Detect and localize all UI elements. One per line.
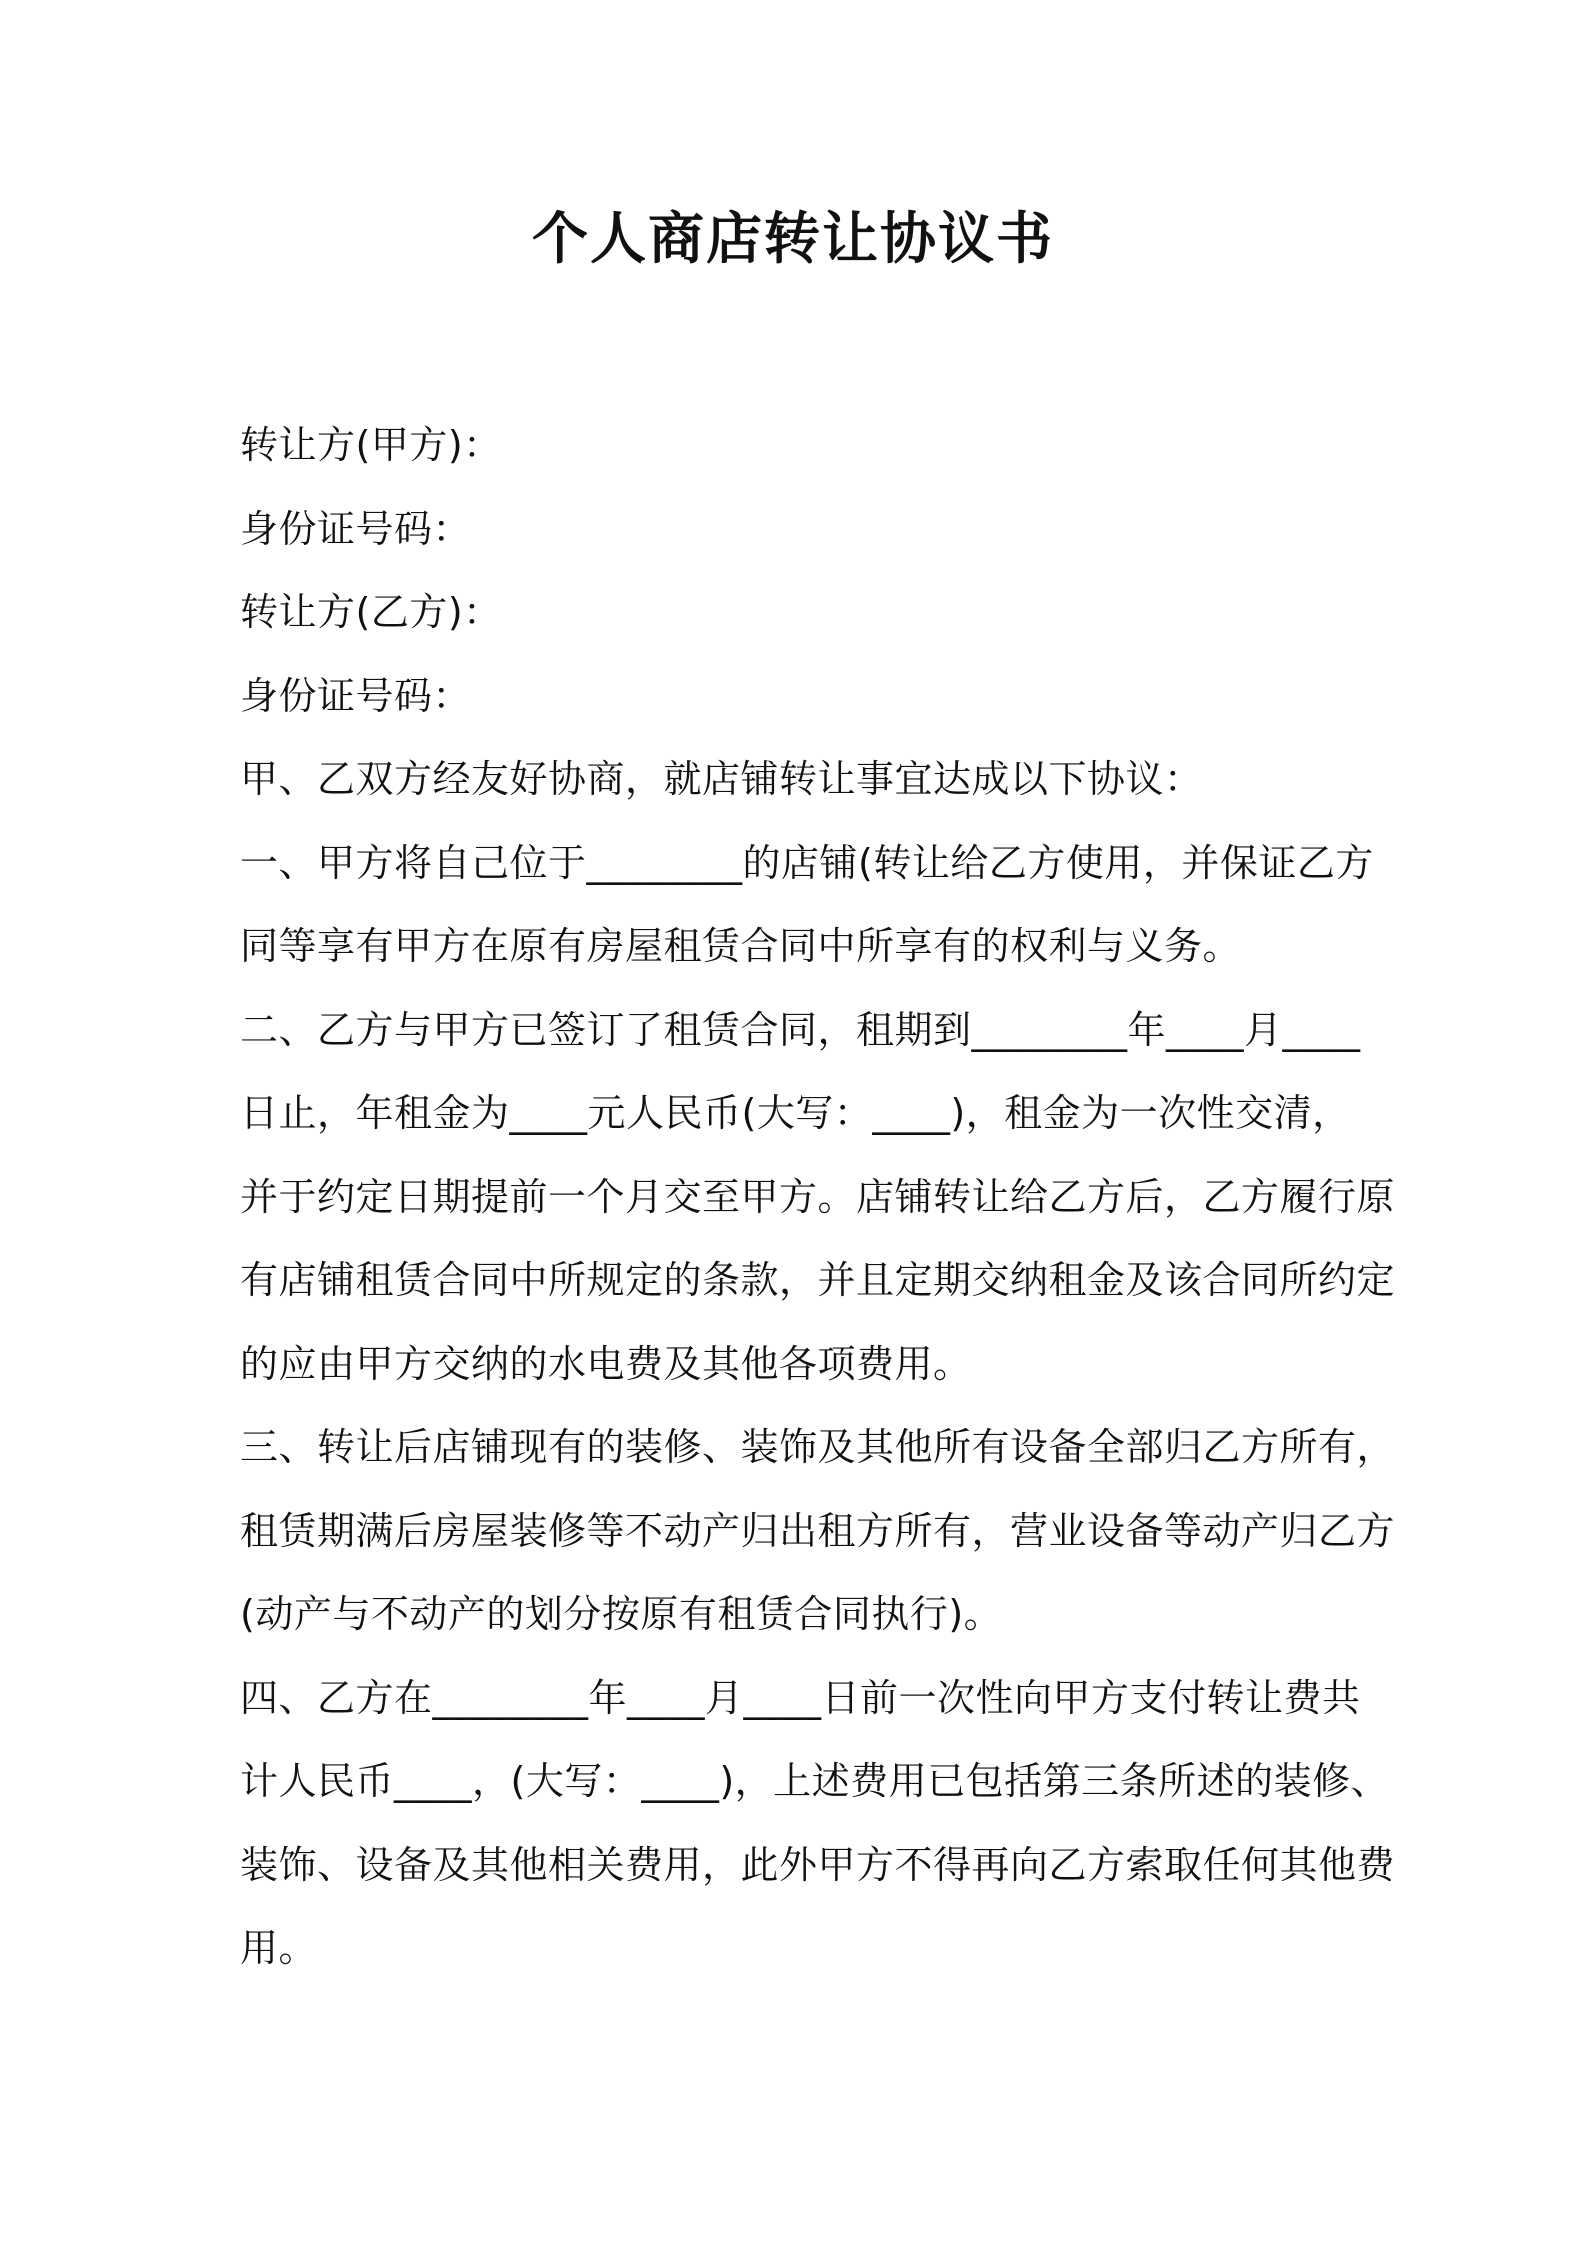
clause-1-line-2: 同等享有甲方在原有房屋租赁合同中所享有的权利与义务。 [240,924,1242,968]
clause-2-line-3: 并于约定日期提前一个月交至甲方。店铺转让给乙方后，乙方履行原 [240,1174,1396,1219]
clause-2-line-1: 二、乙方与甲方已签订了租赁合同，租期到________年____月____ [240,1007,1361,1052]
clause-4-line-4: 用。 [240,1926,318,1970]
clause-2-line-2: 日止，年租金为____元人民币(大写：____)，租金为一次性交清， [240,1091,1351,1135]
clause-1-line-1: 一、甲方将自己位于________的店铺(转让给乙方使用，并保证乙方 [240,840,1374,885]
clause-2-line-5: 的应由甲方交纳的水电费及其他各项费用。 [240,1341,972,1386]
clause-4-line-1: 四、乙方在________年____月____日前一次性向甲方支付转让费共 [240,1675,1361,1720]
clause-3-line-2: 租赁期满后房屋装修等不动产归出租方所有，营业设备等动产归乙方 [240,1508,1396,1553]
transferee-party-b-line: 转让方(乙方)： [240,590,502,634]
id-number-a-line: 身份证号码： [240,506,472,551]
clause-4-line-3: 装饰、设备及其他相关费用，此外甲方不得再向乙方索取任何其他费 [240,1842,1396,1887]
document-body [240,404,1396,1991]
clause-3-line-1: 三、转让后店铺现有的装修、装饰及其他所有设备全部归乙方所有， [240,1425,1396,1469]
clause-4-line-2: 计人民币____，(大写：____)，上述费用已包括第三条所述的装修、 [240,1759,1390,1803]
preamble-line: 甲、乙双方经友好协商，就店铺转让事宜达成以下协议： [240,757,1203,801]
transferor-party-a-line: 转让方(甲方)： [240,423,502,467]
document-title: 个人商店转让协议书 [532,207,1054,272]
id-number-b-line: 身份证号码： [240,673,472,718]
clause-2-line-4: 有店铺租赁合同中所规定的条款，并且定期交纳租金及该合同所约定 [240,1258,1396,1302]
clause-3-line-3: (动产与不动产的划分按原有租赁合同执行)。 [240,1592,1003,1636]
